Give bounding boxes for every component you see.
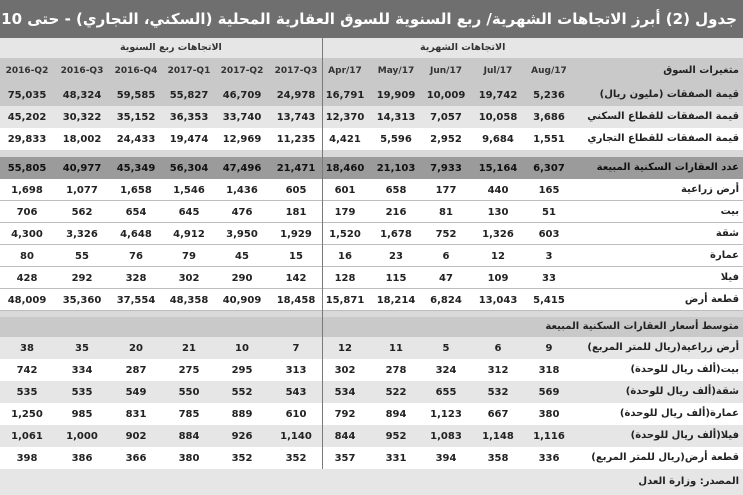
quarterly-cell: 55,805 xyxy=(7,162,47,174)
price-section-header xyxy=(0,317,743,337)
quarterly-cell: 19,474 xyxy=(169,133,209,145)
quarterly-cell: 13,743 xyxy=(276,111,316,123)
quarterly-cell: 80 xyxy=(20,250,34,262)
quarterly-cell: 295 xyxy=(231,364,253,376)
quarterly-cell: 7 xyxy=(292,342,300,354)
quarterly-cell: 535 xyxy=(16,386,38,398)
quarterly-cell: 12,969 xyxy=(222,133,262,145)
quarterly-cell: 1,250 xyxy=(11,408,43,420)
quarterly-cell: 3,950 xyxy=(226,228,258,240)
price-row xyxy=(0,381,743,403)
quarterly-cell: 11,235 xyxy=(276,133,316,145)
quarterly-cell: 48,324 xyxy=(62,89,102,101)
monthly-cell: 844 xyxy=(334,430,356,442)
monthly-cell: 23 xyxy=(389,250,403,262)
monthly-cell: 5,415 xyxy=(533,294,565,306)
quarterly-cell: 352 xyxy=(231,452,253,464)
quarter-header: 2017-Q2 xyxy=(220,66,264,76)
quarterly-cell: 1,436 xyxy=(226,184,258,196)
monthly-cell: 358 xyxy=(487,452,509,464)
group-quarterly-label: الاتجاهات ربع السنوية xyxy=(120,42,222,53)
row-label: عمارة xyxy=(710,250,739,261)
quarterly-cell: 334 xyxy=(71,364,93,376)
quarterly-cell: 386 xyxy=(71,452,93,464)
quarterly-cell: 889 xyxy=(231,408,253,420)
monthly-cell: 6,307 xyxy=(533,162,565,174)
monthly-cell: 2,952 xyxy=(430,133,462,145)
monthly-cell: 440 xyxy=(487,184,509,196)
monthly-cell: 302 xyxy=(334,364,356,376)
monthly-cell: 47 xyxy=(439,272,453,284)
quarterly-cell: 398 xyxy=(16,452,38,464)
count-row xyxy=(0,267,743,289)
monthly-cell: 1,678 xyxy=(380,228,412,240)
monthly-cell: 1,551 xyxy=(533,133,565,145)
quarterly-cell: 4,300 xyxy=(11,228,43,240)
quarterly-cell: 742 xyxy=(16,364,38,376)
row-label: قيمة الصفقات للقطاع التجاري xyxy=(587,133,739,144)
quarterly-cell: 287 xyxy=(125,364,147,376)
quarterly-cell: 79 xyxy=(182,250,196,262)
column-header-row xyxy=(0,58,743,84)
monthly-cell: 109 xyxy=(487,272,509,284)
row-label: بيت xyxy=(720,206,739,217)
quarter-header: 2016-Q2 xyxy=(5,66,49,76)
quarter-header: 2016-Q4 xyxy=(114,66,158,76)
monthly-cell: 15,871 xyxy=(325,294,365,306)
quarterly-cell: 10 xyxy=(235,342,249,354)
quarterly-cell: 884 xyxy=(178,430,200,442)
price-row xyxy=(0,359,743,381)
monthly-cell: 14,313 xyxy=(376,111,416,123)
monthly-cell: 81 xyxy=(439,206,453,218)
row-label: قيمة الصفقات (مليون ريال) xyxy=(599,89,739,100)
quarterly-cell: 142 xyxy=(285,272,307,284)
source-label: المصدر: وزارة العدل xyxy=(638,476,739,487)
monthly-cell: 601 xyxy=(334,184,356,196)
quarterly-cell: 181 xyxy=(285,206,307,218)
quarterly-cell: 706 xyxy=(16,206,38,218)
monthly-cell: 5,596 xyxy=(380,133,412,145)
quarterly-cell: 562 xyxy=(71,206,93,218)
monthly-cell: 179 xyxy=(334,206,356,218)
value-row xyxy=(0,106,743,128)
quarterly-cell: 48,009 xyxy=(7,294,47,306)
count-row xyxy=(0,223,743,245)
row-label: أرض زراعية xyxy=(680,184,739,195)
monthly-cell: 894 xyxy=(385,408,407,420)
monthly-cell: 394 xyxy=(435,452,457,464)
quarterly-cell: 543 xyxy=(285,386,307,398)
row-label: فيلا xyxy=(720,272,739,283)
monthly-cell: 1,116 xyxy=(533,430,565,442)
monthly-cell: 12 xyxy=(491,250,505,262)
quarterly-cell: 985 xyxy=(71,408,93,420)
quarterly-cell: 76 xyxy=(129,250,143,262)
quarterly-cell: 1,698 xyxy=(11,184,43,196)
quarterly-cell: 37,554 xyxy=(116,294,156,306)
monthly-cell: 7,933 xyxy=(430,162,462,174)
row-label: بيت(ألف ريال للوحدة) xyxy=(630,364,739,375)
quarterly-cell: 292 xyxy=(71,272,93,284)
monthly-cell: 1,520 xyxy=(329,228,361,240)
monthly-cell: 6 xyxy=(494,342,502,354)
price-row xyxy=(0,425,743,447)
count-row xyxy=(0,245,743,267)
monthly-cell: 658 xyxy=(385,184,407,196)
quarterly-cell: 29,833 xyxy=(7,133,47,145)
row-label: قطعة أرض xyxy=(684,294,739,305)
quarterly-cell: 605 xyxy=(285,184,307,196)
monthly-cell: 1,123 xyxy=(430,408,462,420)
quarter-header: 2017-Q1 xyxy=(167,66,211,76)
quarterly-cell: 38 xyxy=(20,342,34,354)
monthly-cell: 51 xyxy=(542,206,556,218)
monthly-cell: 312 xyxy=(487,364,509,376)
quarterly-cell: 290 xyxy=(231,272,253,284)
quarterly-cell: 1,061 xyxy=(11,430,43,442)
price-row xyxy=(0,337,743,359)
monthly-cell: 15,164 xyxy=(478,162,518,174)
quarterly-cell: 926 xyxy=(231,430,253,442)
monthly-cell: 10,009 xyxy=(426,89,466,101)
month-header: May/17 xyxy=(377,66,415,76)
monthly-cell: 19,909 xyxy=(376,89,416,101)
quarterly-cell: 654 xyxy=(125,206,147,218)
monthly-cell: 128 xyxy=(334,272,356,284)
monthly-cell: 11 xyxy=(389,342,403,354)
quarterly-cell: 831 xyxy=(125,408,147,420)
quarterly-cell: 550 xyxy=(178,386,200,398)
price-row xyxy=(0,403,743,425)
month-header: Jul/17 xyxy=(483,66,513,76)
group-header-row xyxy=(0,38,743,58)
monthly-cell: 19,742 xyxy=(478,89,518,101)
row-label: قطعة أرض(ريال للمتر المربع) xyxy=(591,452,739,463)
quarterly-cell: 24,978 xyxy=(276,89,316,101)
count-row xyxy=(0,179,743,201)
monthly-cell: 569 xyxy=(538,386,560,398)
monthly-cell: 165 xyxy=(538,184,560,196)
monthly-cell: 16 xyxy=(338,250,352,262)
quarterly-cell: 328 xyxy=(125,272,147,284)
monthly-cell: 12,370 xyxy=(325,111,365,123)
quarterly-cell: 1,546 xyxy=(173,184,205,196)
monthly-cell: 792 xyxy=(334,408,356,420)
quarterly-cell: 30,322 xyxy=(62,111,102,123)
quarterly-cell: 785 xyxy=(178,408,200,420)
value-row xyxy=(0,84,743,106)
monthly-cell: 667 xyxy=(487,408,509,420)
column-group-separator xyxy=(322,38,323,469)
monthly-cell: 3 xyxy=(545,250,553,262)
quarterly-cell: 40,909 xyxy=(222,294,262,306)
monthly-cell: 10,058 xyxy=(478,111,518,123)
monthly-cell: 278 xyxy=(385,364,407,376)
quarterly-cell: 55,827 xyxy=(169,89,209,101)
monthly-cell: 952 xyxy=(385,430,407,442)
quarterly-cell: 15 xyxy=(289,250,303,262)
month-header: Apr/17 xyxy=(328,66,362,76)
quarterly-cell: 47,496 xyxy=(222,162,262,174)
monthly-cell: 357 xyxy=(334,452,356,464)
quarterly-cell: 552 xyxy=(231,386,253,398)
quarterly-cell: 35,360 xyxy=(62,294,102,306)
quarterly-cell: 21,471 xyxy=(276,162,316,174)
quarterly-cell: 366 xyxy=(125,452,147,464)
monthly-cell: 9,684 xyxy=(482,133,514,145)
monthly-cell: 1,083 xyxy=(430,430,462,442)
month-header: Jun/17 xyxy=(430,66,462,76)
monthly-cell: 6 xyxy=(442,250,450,262)
monthly-cell: 655 xyxy=(435,386,457,398)
quarterly-cell: 313 xyxy=(285,364,307,376)
monthly-cell: 7,057 xyxy=(430,111,462,123)
monthly-cell: 177 xyxy=(435,184,457,196)
quarterly-cell: 476 xyxy=(231,206,253,218)
quarterly-cell: 549 xyxy=(125,386,147,398)
row-label: عمارة(ألف ريال للوحدة) xyxy=(619,408,739,419)
quarterly-cell: 428 xyxy=(16,272,38,284)
monthly-cell: 532 xyxy=(487,386,509,398)
monthly-cell: 1,148 xyxy=(482,430,514,442)
section-divider xyxy=(0,150,743,157)
quarterly-cell: 352 xyxy=(285,452,307,464)
quarterly-cell: 1,140 xyxy=(280,430,312,442)
price-section-title: متوسط أسعار العقارات السكنية المبيعة xyxy=(545,321,739,332)
monthly-cell: 16,791 xyxy=(325,89,365,101)
quarterly-cell: 535 xyxy=(71,386,93,398)
monthly-cell: 336 xyxy=(538,452,560,464)
value-row xyxy=(0,128,743,150)
monthly-cell: 18,460 xyxy=(325,162,365,174)
quarterly-cell: 24,433 xyxy=(116,133,156,145)
monthly-cell: 380 xyxy=(538,408,560,420)
monthly-cell: 5 xyxy=(442,342,450,354)
monthly-cell: 603 xyxy=(538,228,560,240)
monthly-cell: 18,214 xyxy=(376,294,416,306)
monthly-cell: 5,236 xyxy=(533,89,565,101)
quarterly-cell: 275 xyxy=(178,364,200,376)
monthly-cell: 3,686 xyxy=(533,111,565,123)
quarterly-cell: 3,326 xyxy=(66,228,98,240)
source-footer xyxy=(0,469,743,495)
quarterly-cell: 21 xyxy=(182,342,196,354)
quarterly-cell: 59,585 xyxy=(116,89,156,101)
monthly-cell: 1,326 xyxy=(482,228,514,240)
quarterly-cell: 1,077 xyxy=(66,184,98,196)
quarterly-cell: 56,304 xyxy=(169,162,209,174)
monthly-cell: 216 xyxy=(385,206,407,218)
quarterly-cell: 40,977 xyxy=(62,162,102,174)
count-row xyxy=(0,201,743,223)
page-title: جدول (2) أبرز الاتجاهات الشهرية/ ربع السنوية للسوق العقارية المحلية (السكني، التجاري) - حتى 10 xyxy=(0,0,743,38)
monthly-cell: 9 xyxy=(545,342,553,354)
monthly-cell: 534 xyxy=(334,386,356,398)
row-label: أرض زراعية(ريال للمتر المربع) xyxy=(587,342,739,353)
quarterly-cell: 18,458 xyxy=(276,294,316,306)
quarterly-cell: 1,000 xyxy=(66,430,98,442)
quarterly-cell: 48,358 xyxy=(169,294,209,306)
market-vars-label: متغيرات السوق xyxy=(663,65,739,76)
quarterly-cell: 45,349 xyxy=(116,162,156,174)
quarterly-cell: 902 xyxy=(125,430,147,442)
monthly-cell: 21,103 xyxy=(376,162,416,174)
group-monthly-label: الاتجاهات الشهرية xyxy=(420,42,506,53)
quarterly-cell: 45 xyxy=(235,250,249,262)
monthly-cell: 318 xyxy=(538,364,560,376)
quarterly-cell: 1,658 xyxy=(120,184,152,196)
row-label: عدد العقارات السكنية المبيعة xyxy=(596,162,739,173)
quarterly-cell: 35 xyxy=(75,342,89,354)
monthly-cell: 130 xyxy=(487,206,509,218)
quarterly-cell: 75,035 xyxy=(7,89,47,101)
price-row xyxy=(0,447,743,469)
quarterly-cell: 1,929 xyxy=(280,228,312,240)
monthly-cell: 33 xyxy=(542,272,556,284)
quarterly-cell: 610 xyxy=(285,408,307,420)
quarterly-cell: 46,709 xyxy=(222,89,262,101)
quarterly-cell: 35,152 xyxy=(116,111,156,123)
quarterly-cell: 302 xyxy=(178,272,200,284)
quarterly-cell: 380 xyxy=(178,452,200,464)
month-header: Aug/17 xyxy=(531,66,567,76)
quarterly-cell: 645 xyxy=(178,206,200,218)
row-label: شقة xyxy=(715,228,739,239)
quarterly-cell: 45,202 xyxy=(7,111,47,123)
quarterly-cell: 4,648 xyxy=(120,228,152,240)
count-total-row xyxy=(0,157,743,179)
monthly-cell: 115 xyxy=(385,272,407,284)
monthly-cell: 324 xyxy=(435,364,457,376)
quarterly-cell: 55 xyxy=(75,250,89,262)
quarterly-cell: 18,002 xyxy=(62,133,102,145)
quarter-header: 2017-Q3 xyxy=(274,66,318,76)
monthly-cell: 4,421 xyxy=(329,133,361,145)
monthly-cell: 331 xyxy=(385,452,407,464)
quarter-header: 2016-Q3 xyxy=(60,66,104,76)
quarterly-cell: 33,740 xyxy=(222,111,262,123)
row-label: شقة(ألف ريال للوحدة) xyxy=(625,386,739,397)
row-label: قيمة الصفقات للقطاع السكني xyxy=(587,111,739,122)
monthly-cell: 13,043 xyxy=(478,294,518,306)
monthly-cell: 522 xyxy=(385,386,407,398)
monthly-cell: 12 xyxy=(338,342,352,354)
quarterly-cell: 36,353 xyxy=(169,111,209,123)
quarterly-cell: 20 xyxy=(129,342,143,354)
row-label: فيلا(ألف ريال للوحدة) xyxy=(630,430,739,441)
monthly-cell: 752 xyxy=(435,228,457,240)
monthly-cell: 6,824 xyxy=(430,294,462,306)
quarterly-cell: 4,912 xyxy=(173,228,205,240)
count-row xyxy=(0,289,743,311)
